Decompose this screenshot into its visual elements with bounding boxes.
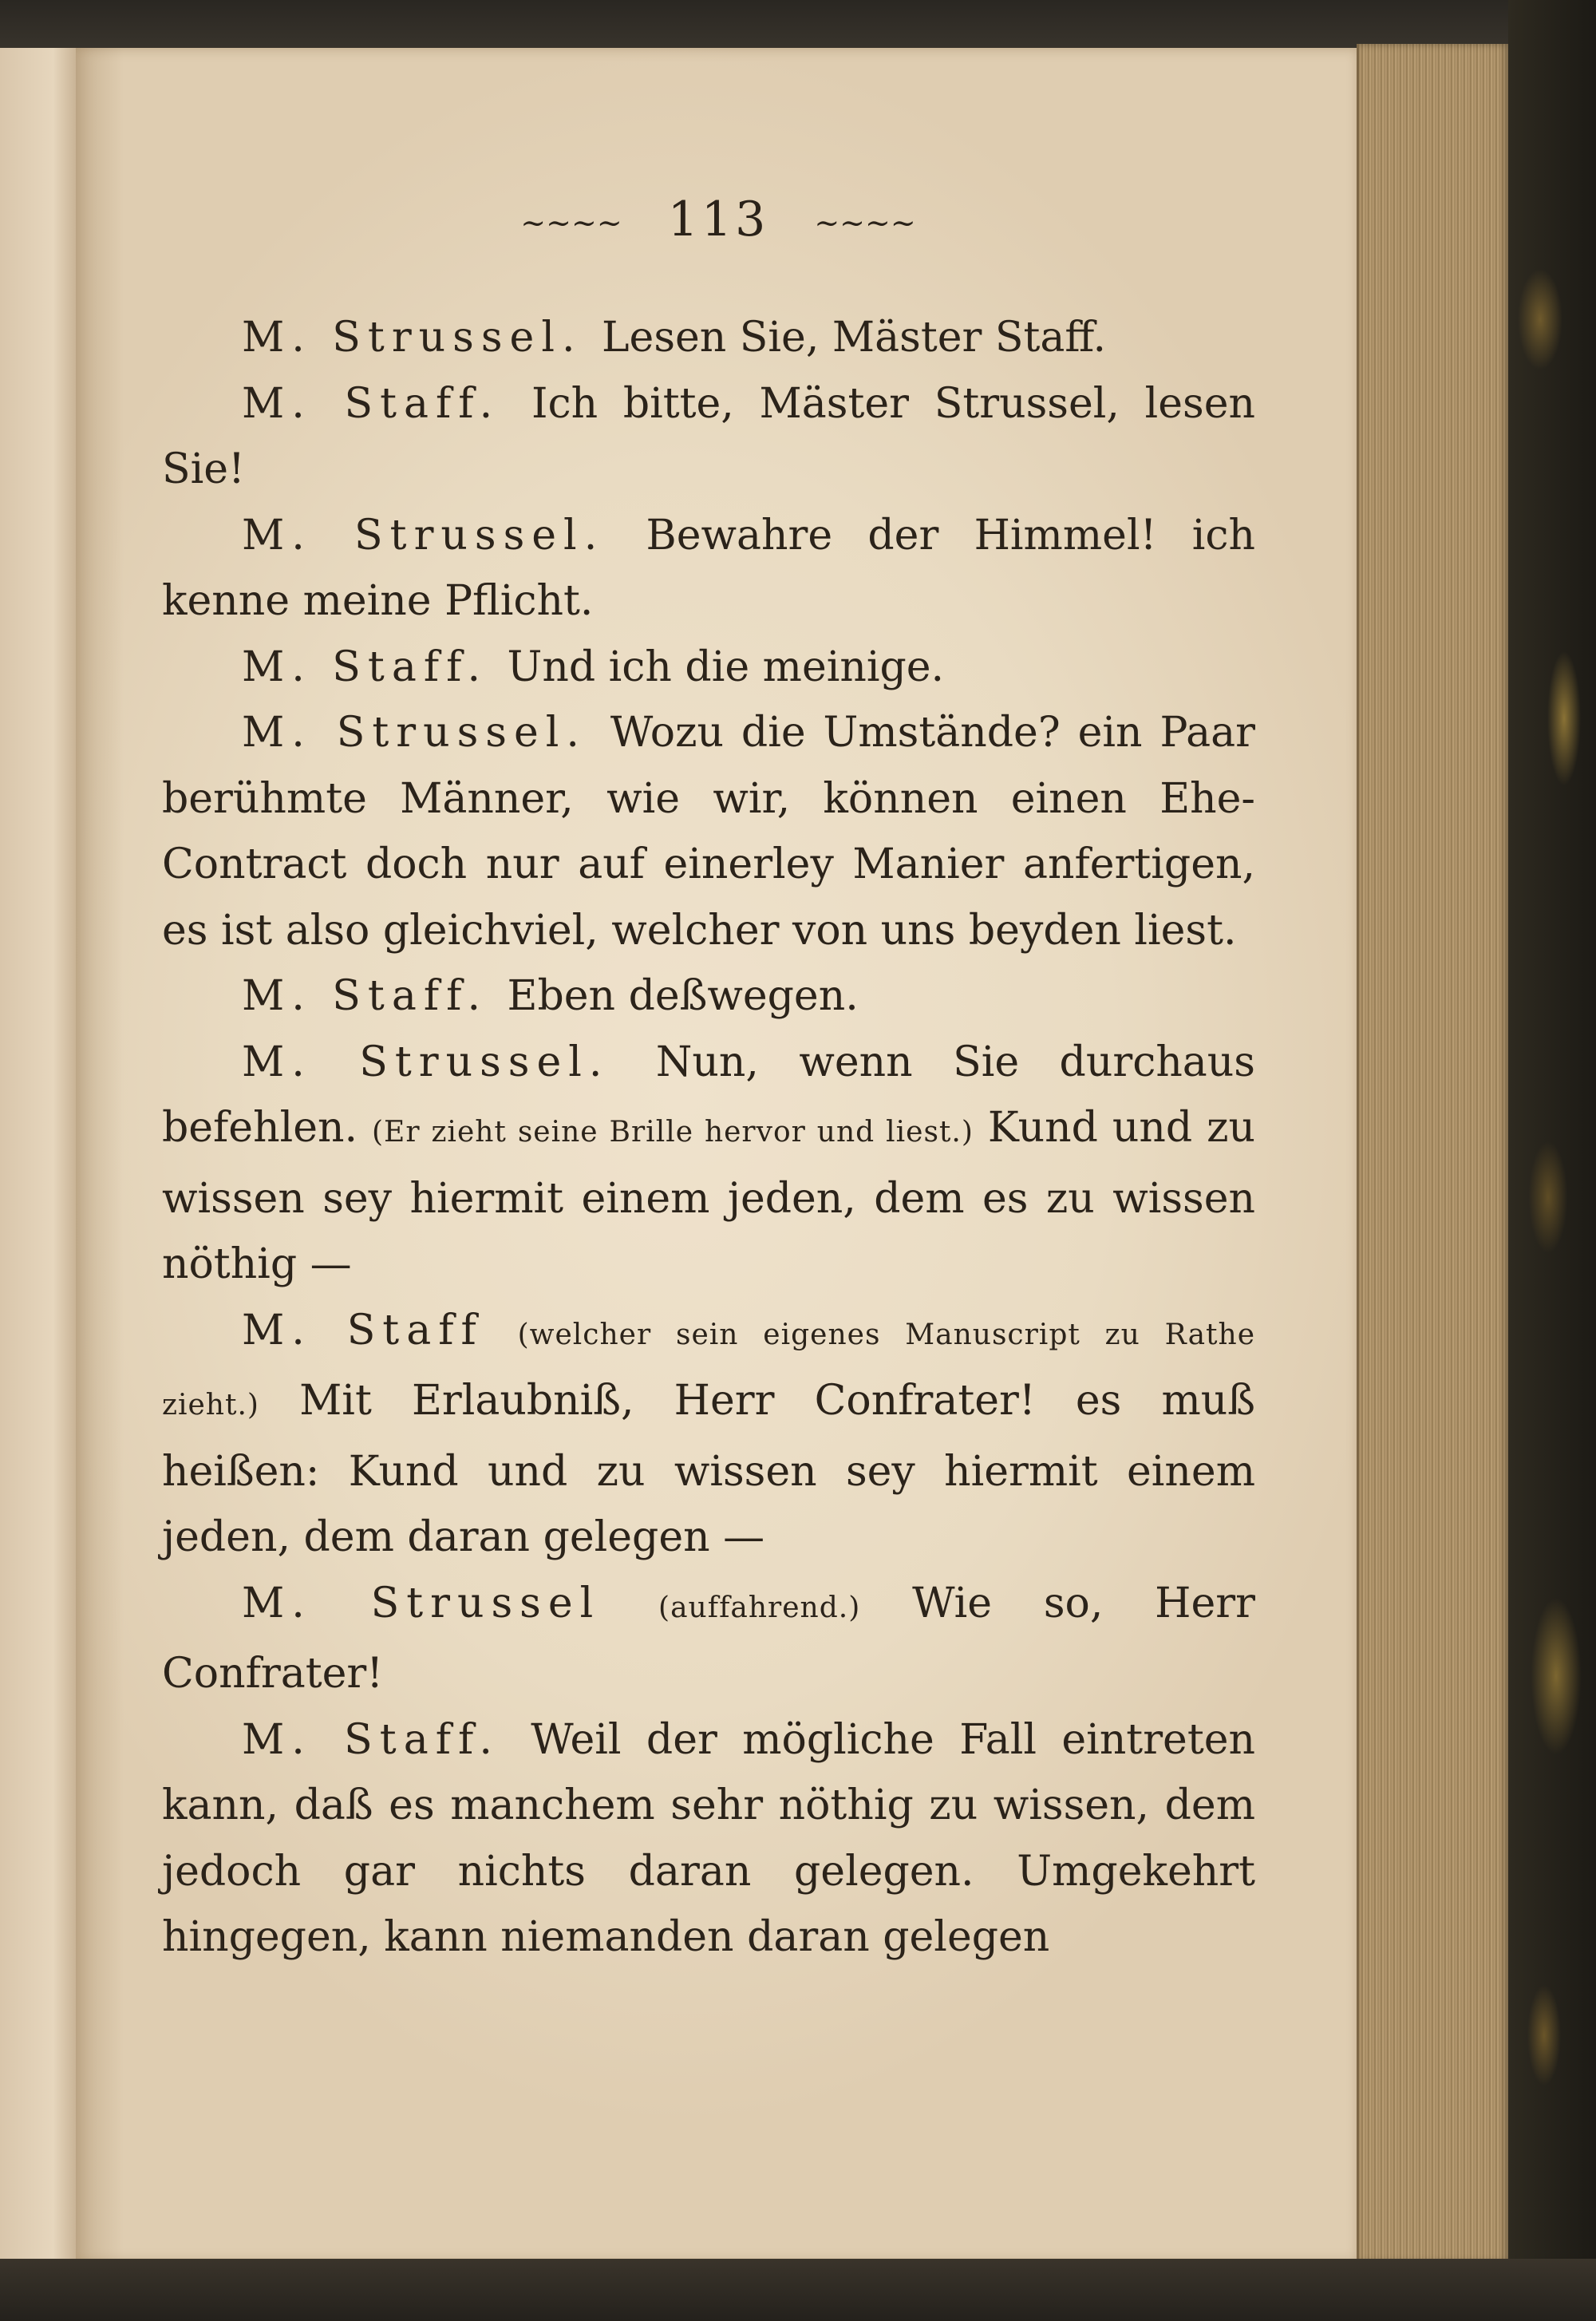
speaker-name: M. Staff. bbox=[242, 379, 500, 428]
previous-page-edge bbox=[0, 48, 77, 2259]
book-cover-bottom bbox=[0, 2259, 1596, 2321]
book-page bbox=[76, 48, 1361, 2263]
speech-text: Kund und zu wissen sey hiermit einem jeden, dem es zu wissen nöthig — bbox=[162, 1104, 1256, 1288]
speaker-name: M. Staff. bbox=[242, 972, 488, 1020]
gutter-shadow bbox=[76, 48, 124, 2263]
dialogue-line bbox=[162, 371, 1255, 503]
speech-text: Eben deßwegen. bbox=[507, 972, 859, 1020]
dialogue-line bbox=[162, 635, 1255, 701]
speech-text: Mit Erlaubniß, Herr Confrater! es muß heißen: Kund und zu wissen sey hiermit einem jeden, dem daran gelegen — bbox=[162, 1377, 1255, 1561]
marbled-back-cover bbox=[1508, 0, 1596, 2321]
header-ornament-left: ~~~~ bbox=[520, 205, 622, 241]
dialogue-line bbox=[162, 1030, 1255, 1298]
speech-text: Lesen Sie, Mäster Staff. bbox=[602, 314, 1107, 362]
speech-text: Bewahre der Himmel! ich kenne meine Pflicht. bbox=[162, 511, 1255, 625]
speaker-name: M. Staff bbox=[242, 1306, 484, 1354]
stage-direction: (welcher sein eigenes Manuscript zu Rathe zieht.) bbox=[162, 1318, 1255, 1421]
page-number: 113 bbox=[667, 192, 769, 247]
speaker-name: M. Staff. bbox=[242, 643, 488, 691]
stage-direction: (auffahrend.) bbox=[658, 1591, 861, 1624]
dialogue-line bbox=[162, 503, 1255, 635]
header-ornament-right: ~~~~ bbox=[814, 205, 916, 241]
speech-text: Ich bitte, Mäster Strussel, lesen Sie! bbox=[162, 379, 1255, 493]
dialogue-line bbox=[162, 1571, 1255, 1707]
speaker-name: M. Strussel bbox=[242, 1579, 601, 1627]
speech-text: Wie so, Herr Confrater! bbox=[162, 1579, 1256, 1698]
dialogue-line bbox=[162, 963, 1255, 1030]
speaker-name: M. Strussel. bbox=[242, 709, 587, 757]
dialogue-line bbox=[162, 1707, 1255, 1971]
dialogue-line bbox=[162, 305, 1255, 371]
dialogue-line bbox=[162, 1298, 1255, 1571]
speech-text: Weil der mögliche Fall eintreten kann, daß es manchem sehr nöthig zu wissen, dem jedoch gar nichts daran gelegen. Umgekehrt hingegen, kann niemanden daran gelegen bbox=[162, 1715, 1255, 1961]
stage-direction: (Er zieht seine Brille hervor und liest.) bbox=[372, 1116, 974, 1149]
speaker-name: M. Strussel. bbox=[242, 314, 583, 362]
speech-text: Nun, wenn Sie durchaus befehlen. bbox=[162, 1038, 1255, 1152]
speaker-name: M. Strussel. bbox=[242, 1038, 610, 1086]
page-edges-stack bbox=[1357, 44, 1511, 2263]
dialogue-line bbox=[162, 700, 1255, 963]
speech-text: Wozu die Umstände? ein Paar berühmte Männer, wie wir, können einen Ehe-Contract doch nur auf einerley Manier anfertigen, es ist also gleichviel, welcher von uns beyden liest. bbox=[162, 709, 1256, 955]
speaker-name: M. Strussel. bbox=[242, 511, 605, 559]
page-text bbox=[162, 305, 1255, 1971]
speaker-name: M. Staff. bbox=[242, 1715, 500, 1764]
speech-text: Und ich die meinige. bbox=[507, 643, 945, 691]
page-header bbox=[76, 192, 1361, 247]
